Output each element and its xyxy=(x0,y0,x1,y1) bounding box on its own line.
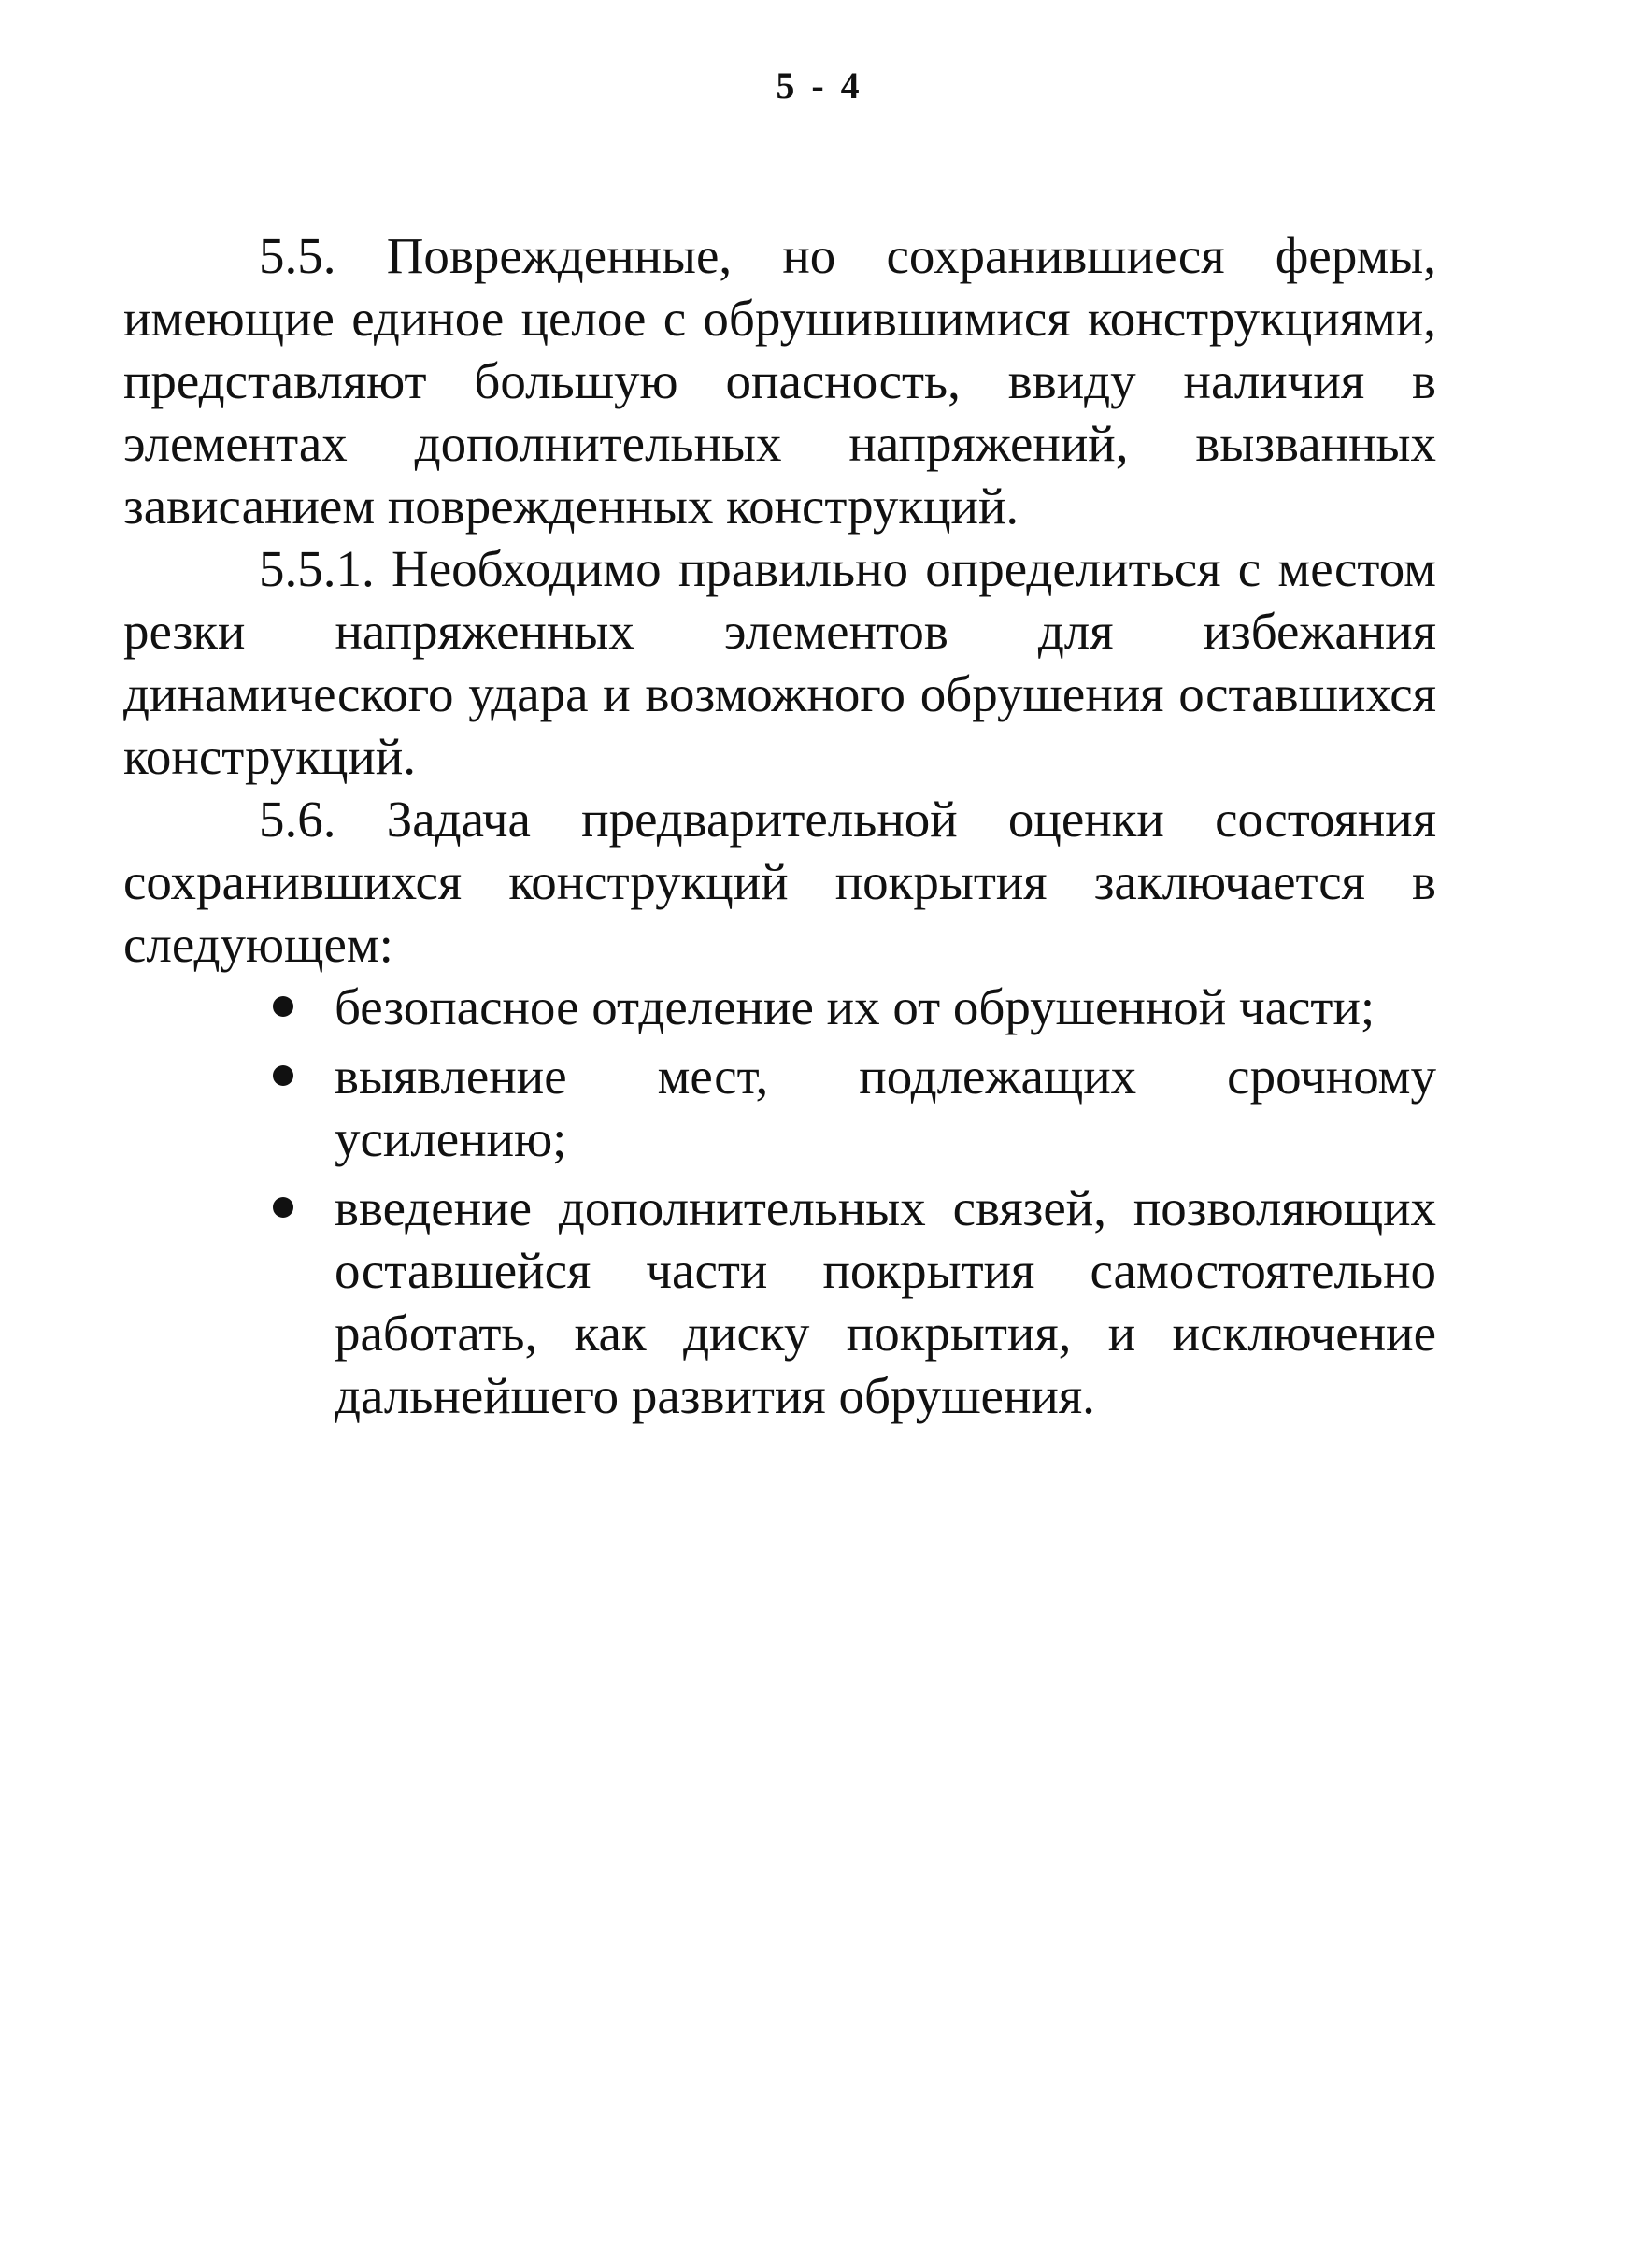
list-item-text: введение дополнительных связей, позволяющих оставшейся части покрытия самостоятельно работать, как диску покрытия, и исключение дальнейшего развития обрушения. xyxy=(335,1179,1436,1424)
paragraph-5-5: 5.5. Поврежденные, но сохранившиеся фермы, имеющие единое целое с обрушившимися конструкциями, представляют большую опасность, ввиду наличия в элементах дополнительных напряжений, вызванных зависанием поврежденных конструкций. xyxy=(123,227,1436,535)
bullet-icon xyxy=(273,996,293,1017)
paragraph-5-6: 5.6. Задача предварительной оценки состояния сохранившихся конструкций покрытия заключается в следующем: xyxy=(123,791,1436,973)
bullet-icon xyxy=(273,1065,293,1086)
bullet-icon xyxy=(273,1197,293,1218)
paragraph-5-5-1: 5.5.1. Необходимо правильно определиться с местом резки напряженных элементов для избежания динамического удара и возможного обрушения оставшихся конструкций. xyxy=(123,540,1436,785)
bullet-list xyxy=(123,976,1436,1427)
list-item xyxy=(123,976,1436,1038)
document-body xyxy=(123,224,1436,1427)
page-number: 5 - 4 xyxy=(776,64,863,107)
list-item xyxy=(123,1177,1436,1427)
list-item-text: безопасное отделение их от обрушенной части; xyxy=(335,978,1375,1035)
list-item-text: выявление мест, подлежащих срочному усилению; xyxy=(335,1048,1436,1167)
list-item xyxy=(123,1045,1436,1170)
